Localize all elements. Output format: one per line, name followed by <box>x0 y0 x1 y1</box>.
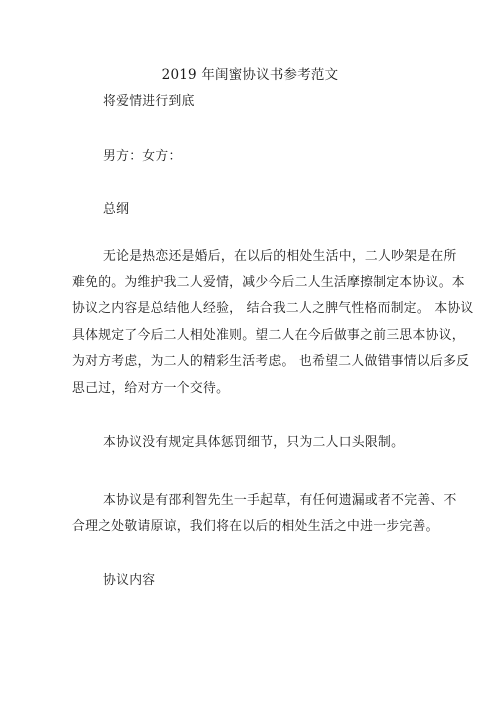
subtitle: 将爱情进行到底 <box>103 94 195 109</box>
document-title: 2019 年闺蜜协议书参考范文 <box>161 67 339 83</box>
paragraph-1-line-6: 思己过，给对方一个交待。 <box>72 381 230 396</box>
parties-line: 男方：女方： <box>103 149 182 164</box>
paragraph-1-line-5: 为对方考虑，为二人的精彩生活考虑。 也希望二人做错事情以后多反 <box>72 354 470 369</box>
paragraph-1-line-4: 具体规定了今后二人相处准则。望二人在今后做事之前三思本协议， <box>72 328 465 343</box>
section-heading-general: 总纲 <box>103 202 130 217</box>
paragraph-2: 本协议没有规定具体惩罚细节，只为二人口头限制。 <box>103 435 405 450</box>
paragraph-3-line-1: 本协议是有邵利智先生一手起草，有任何遗漏或者不完善、不 <box>103 493 457 508</box>
section-heading-content: 协议内容 <box>103 573 156 588</box>
paragraph-1-line-3: 协议之内容是总结他人经验， 结合我二人之脾气性格而制定。 本协议 <box>72 301 474 316</box>
paragraph-1-line-1: 无论是热恋还是婚后，在以后的相处生活中，二人吵架是在所 <box>103 249 457 264</box>
paragraph-3-line-2: 合理之处敬请原谅，我们将在以后的相处生活之中进一步完善。 <box>72 519 439 534</box>
paragraph-1-line-2: 难免的。为维护我二人爱情，减少今后二人生活摩擦制定本协议。本 <box>72 275 465 290</box>
